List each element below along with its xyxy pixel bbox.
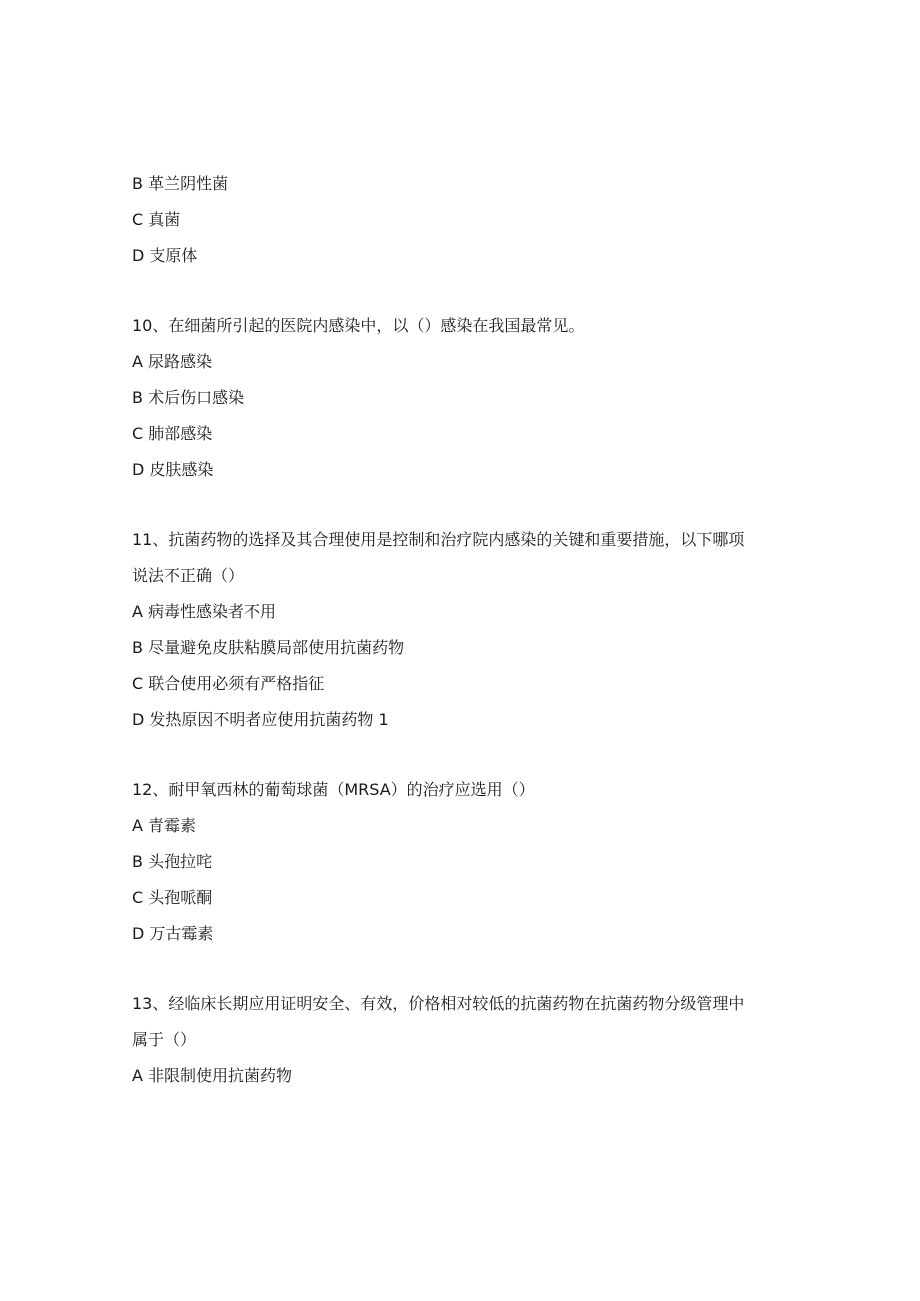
lead-options (132, 166, 792, 274)
question-12 (132, 772, 792, 952)
stem-line: 12、耐甲氧西林的葡萄球菌（MRSA）的治疗应选用（） (132, 780, 535, 799)
option-line: C 肺部感染 (132, 424, 213, 443)
option-line: B 术后伤口感染 (132, 388, 245, 407)
stem-line: 11、抗菌药物的选择及其合理使用是控制和治疗院内感染的关键和重要措施，以下哪项 (132, 530, 745, 549)
option-line: C 真菌 (132, 210, 181, 229)
option-line: A 病毒性感染者不用 (132, 602, 277, 621)
document-content (132, 166, 792, 1094)
question-stem (132, 308, 792, 344)
question-stem (132, 522, 792, 594)
question-stem (132, 986, 792, 1058)
question-stem (132, 772, 792, 808)
option-line: B 革兰阴性菌 (132, 174, 229, 193)
option-line: D 支原体 (132, 246, 198, 265)
option-line: D 万古霉素 (132, 924, 214, 943)
option-line: D 发热原因不明者应使用抗菌药物 1 (132, 710, 389, 729)
stem-line: 属于（） (132, 1030, 197, 1049)
option-line: C 头孢哌酮 (132, 888, 213, 907)
option-line: A 非限制使用抗菌药物 (132, 1066, 293, 1085)
stem-line: 13、经临床长期应用证明安全、有效，价格相对较低的抗菌药物在抗菌药物分级管理中 (132, 994, 745, 1013)
question-10 (132, 308, 792, 488)
question-11 (132, 522, 792, 738)
stem-line: 10、在细菌所引起的医院内感染中，以（）感染在我国最常见。 (132, 316, 585, 335)
option-line: C 联合使用必须有严格指征 (132, 674, 325, 693)
option-line: A 尿路感染 (132, 352, 213, 371)
option-line: B 尽量避免皮肤粘膜局部使用抗菌药物 (132, 638, 405, 657)
question-13 (132, 986, 792, 1094)
stem-line: 说法不正确（） (132, 566, 245, 585)
option-line: B 头孢拉咤 (132, 852, 213, 871)
option-line: D 皮肤感染 (132, 460, 214, 479)
option-line: A 青霉素 (132, 816, 197, 835)
